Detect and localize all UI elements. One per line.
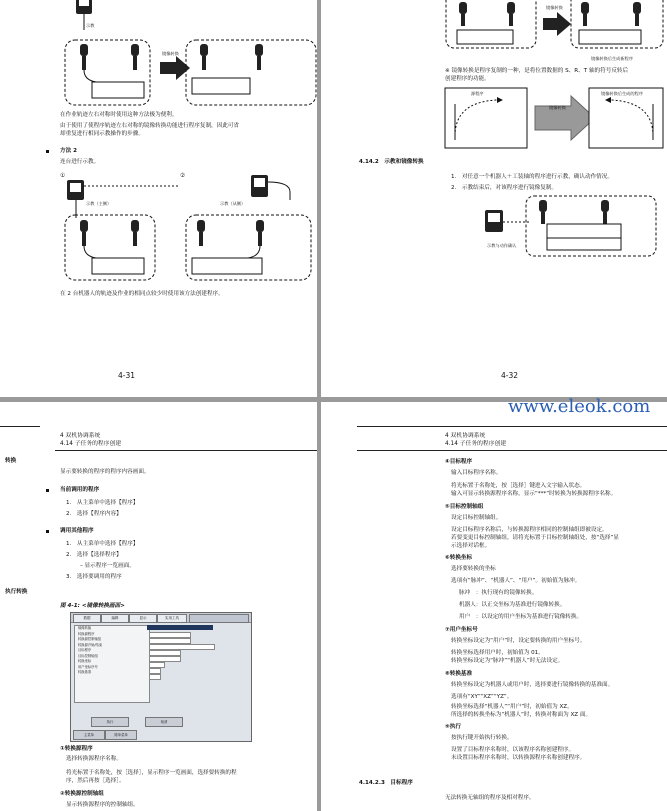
paragraph: 在 2 台机器人的轨迹及作业的相同点较少时使用该方法创建程序。 — [60, 291, 224, 297]
screen-item-conversion-basis[interactable]: 转换基准 — [78, 670, 92, 674]
figure-caption: 图 4-1: <镜像转换画面> — [60, 603, 125, 609]
note: ※ 镜像转换是程序复制的一种，是将位置数据的 S、R、T 轴的符号反转后 — [445, 68, 629, 74]
paragraph: 显示要转换的程序的程序内容画面。 — [60, 469, 150, 475]
label-after-conversion: 镜像转换后生成新程序 — [591, 56, 633, 61]
item-title: ①转换源程序 — [60, 746, 93, 752]
heading-method-2: 方法 2 — [60, 148, 78, 154]
paragraph: 设置了目标程序名称时，以该程序名称创建程序。 — [451, 747, 575, 753]
watermark: www.eleok.com — [508, 396, 651, 417]
option: 机器人：以正交坐标为基准进行镜像转换。 — [459, 602, 566, 608]
page-number: 4-32 — [501, 371, 519, 380]
paragraph: 在作业轨迹左右对称时使用这种方法极为便利。 — [60, 112, 178, 118]
paragraph: 示选择对话框。 — [451, 543, 491, 549]
note: 创建程序的功能。 — [445, 76, 490, 82]
item-title: ⑥转换坐标 — [445, 555, 473, 561]
label-teach: 示教 — [86, 23, 95, 28]
label-generated-program: 镜像转换后生成的程序 — [601, 91, 643, 96]
label-teach-confirm: 示教与动作确认 — [487, 243, 517, 248]
section-title: 4.14.2 示教和镜像转换 — [359, 159, 424, 165]
option: 用户 ：以设定的用户坐标为基准进行镜像转换。 — [459, 614, 583, 620]
screen-item-source-program[interactable]: 转换源程序 — [78, 631, 95, 636]
screen-item-target-axis-group[interactable]: 目标控制轴组 — [78, 653, 98, 658]
step: 3. 选择要调用的程序 — [66, 574, 122, 580]
screen-settings-list — [74, 625, 150, 703]
step: 2. 选择【程序内容】 — [66, 511, 122, 517]
step: 1. 从主菜单中选择【程序】 — [66, 541, 139, 547]
screen-menubar — [71, 613, 251, 623]
screen-item-conversion-coord[interactable]: 转换坐标 — [78, 659, 92, 663]
item-title: ⑨执行 — [445, 724, 461, 730]
paragraph: 将光标置于名称处，按［选择］键进入文字输入状态。 — [451, 483, 586, 489]
circle-number-1: ① — [60, 173, 66, 179]
paragraph: 连台进行示教。 — [60, 159, 100, 165]
header-section: 4.14 子任务的程序创建 — [445, 441, 507, 447]
mirror-figure-top — [0, 0, 317, 110]
paragraph: 选项有“XY”“XZ”“YZ”。 — [451, 694, 513, 700]
paragraph: 无法转换无轴组的程序及相对程序。 — [445, 795, 535, 801]
side-label: 转换 — [5, 458, 17, 464]
side-label: 执行转换 — [5, 589, 28, 595]
circle-number-2: ② — [180, 173, 186, 179]
screen-item-source-axis-group[interactable]: 转换源控制轴组 — [78, 637, 102, 641]
paragraph: 序，然后再按［选择］。 — [66, 778, 125, 784]
header-rule — [357, 450, 667, 451]
header-chapter: 4 双机协调系统 — [445, 433, 486, 439]
manual-page-program-screen — [0, 402, 317, 811]
paragraph: 若要变更目标控制轴组，请将光标置于目标控制轴组处，按“选择”显 — [451, 535, 620, 541]
paragraph: 设定目标程序名称后，与转换源程序相同的控制轴组即被设定。 — [451, 527, 608, 533]
tab-edit[interactable]: 编辑 — [101, 614, 129, 623]
paragraph: 选择转换源程序名称。 — [66, 756, 122, 762]
label-arrow-mirror: 镜像转换 — [549, 105, 566, 110]
page-number: 4-31 — [118, 371, 136, 380]
paragraph: 所选择的转换坐标为“机器人”时，转换对称面为 XZ 面。 — [451, 712, 592, 718]
step-sub: – 显示程序一览画面。 — [80, 563, 135, 569]
bullet-icon — [46, 150, 49, 153]
header-rule — [55, 450, 317, 451]
paragraph: 输入目标程序名称。 — [451, 470, 502, 476]
step: 2. 选择【选择程序】 — [66, 552, 122, 558]
bullet-icon — [46, 489, 49, 492]
heading-current-program: 当前调用的程序 — [60, 487, 100, 493]
header-rule — [0, 426, 40, 427]
manual-page-4-32 — [321, 0, 667, 397]
item-title: ⑤目标控制轴组 — [445, 504, 484, 510]
screen-item-source-start-end[interactable]: 转换源开始/结束 — [78, 642, 103, 647]
label-mirror-conversion: 镜像转换 — [546, 5, 563, 10]
screen-status-icons — [189, 614, 249, 623]
tab-utility[interactable]: 实用工具 — [157, 614, 187, 623]
tab-display[interactable]: 显示 — [129, 614, 157, 623]
screen-item-title: 镜像转换 — [78, 626, 92, 630]
screen-cancel-button[interactable]: 取消 — [145, 717, 183, 727]
teach-mirror-figure — [321, 192, 667, 262]
screen-selected-field[interactable] — [147, 625, 213, 630]
label-mirror-conversion: 镜像转换 — [162, 51, 179, 56]
screen-field[interactable] — [149, 674, 161, 680]
bullet-icon — [46, 530, 49, 533]
header-rule — [357, 426, 667, 427]
option: 脉冲 ：执行现有的镜像转换。 — [459, 590, 538, 596]
tab-data[interactable]: 数据 — [73, 614, 101, 623]
paragraph: 按执行键开始执行转换。 — [451, 735, 513, 741]
paragraph: 未设置目标程序名称时，以转换源程序名称创建程序。 — [451, 755, 586, 761]
paragraph: 转换坐标设定为“脉冲”“机器人”时无法设定。 — [451, 658, 564, 664]
screen-simple-menu-button[interactable]: 简单菜单 — [105, 730, 137, 740]
screen-item-user-coord-no[interactable]: 用户坐标序号 — [78, 664, 98, 669]
manual-page-settings — [321, 402, 667, 811]
paragraph: 显示转换源程序的控制轴组。 — [66, 802, 139, 808]
section-title: 4.14.2.3 目标程序 — [359, 780, 413, 786]
label-source-program: 源程序 — [471, 91, 484, 96]
item-title: ⑦用户坐标号 — [445, 627, 478, 633]
label-teach-master: 示教（主侧） — [86, 201, 112, 206]
step: 1. 从主菜单中选择【程序】 — [66, 500, 139, 506]
mirror-conversion-screen — [70, 612, 252, 742]
two-robot-teach-figure — [0, 170, 317, 280]
item-title: ②转换源控制轴组 — [60, 791, 104, 797]
screen-main-menu-button[interactable]: 主菜单 — [73, 730, 105, 740]
paragraph: 输入可显示转换源程序名称，显示“***”时转换为转换源程序名称。 — [451, 491, 617, 497]
paragraph: 转换坐标选择用户时，初始值为 01。 — [451, 650, 544, 656]
screen-execute-button[interactable]: 执行 — [91, 717, 129, 727]
item-title: ④目标程序 — [445, 459, 473, 465]
item-title: ⑧转换基准 — [445, 671, 473, 677]
step-2: 2. 示教结束后，对该程序进行镜像复制。 — [451, 185, 558, 191]
screen-item-target-program[interactable]: 目标程序 — [78, 648, 92, 652]
paragraph: 由于使用了使程序轨迹左右对称的镜像转换功能进行程序复制，因此可省 — [60, 123, 240, 129]
paragraph: 转换坐标设定为机器人或用户时，选择要进行镜像转换的基准面。 — [451, 682, 614, 688]
manual-page-4-31 — [0, 0, 317, 397]
label-teach-slave: 示教（从侧） — [220, 201, 246, 206]
paragraph: 转换坐标选择“机器人”“用户”时，初始值为 XZ。 — [451, 704, 573, 710]
header-chapter: 4 双机协调系统 — [60, 433, 101, 439]
paragraph: 选择要转换的坐标 — [451, 566, 496, 572]
paragraph: 却重复进行相同示教操作的步骤。 — [60, 131, 144, 137]
step-1: 1. 对任意一个机器人＋工装轴的程序进行示教，确认动作情况。 — [451, 174, 613, 180]
paragraph: 转换坐标设定为“用户”时，设定要转换的用户坐标号。 — [451, 638, 586, 644]
paragraph: 设定目标控制轴组。 — [451, 515, 502, 521]
paragraph: 选项有“脉冲”、“机器人”、“用户”。初始值为脉冲。 — [451, 578, 581, 584]
header-section: 4.14 子任务的程序创建 — [60, 441, 122, 447]
paragraph: 将光标置于名称处，按［选择］，显示程序一览画面，选择要转换的程 — [66, 770, 237, 776]
heading-other-program: 调用其他程序 — [60, 528, 94, 534]
